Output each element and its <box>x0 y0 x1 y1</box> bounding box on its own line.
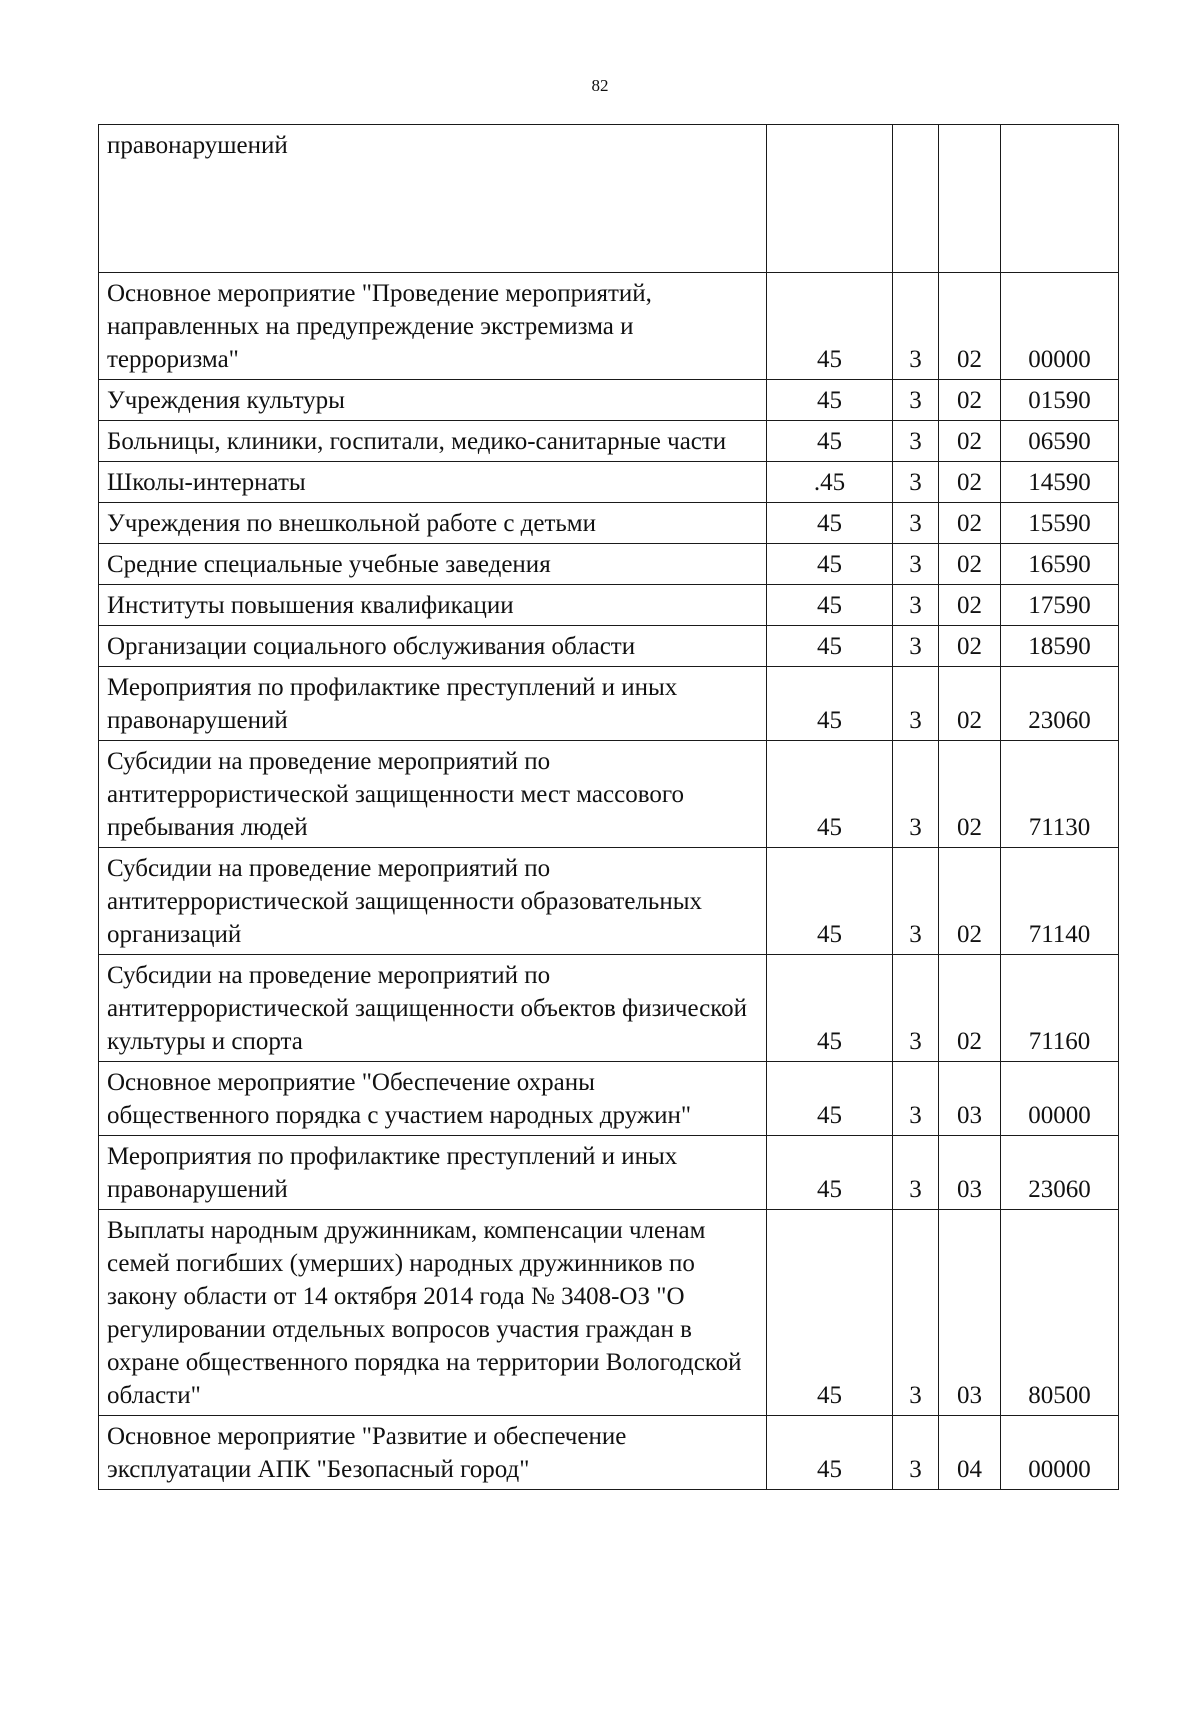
row-code-3: 02 <box>939 955 1001 1062</box>
table-row <box>99 462 1119 503</box>
row-code-3: 02 <box>939 421 1001 462</box>
row-code-4 <box>1001 125 1119 273</box>
row-code-4: 15590 <box>1001 503 1119 544</box>
row-code-1: 45 <box>767 1210 893 1416</box>
row-code-2: 3 <box>893 667 939 741</box>
page-number: 82 <box>591 76 609 95</box>
table-row <box>99 667 1119 741</box>
row-code-3: 03 <box>939 1136 1001 1210</box>
row-code-1: 45 <box>767 380 893 421</box>
row-code-1: 45 <box>767 421 893 462</box>
row-code-3 <box>939 125 1001 273</box>
row-name: Выплаты народным дружинникам, компенсации членам семей погибших (умерших) народных дружинников по закону области от 14 октября 2014 года № 3408-ОЗ "О регулировании отдельных вопросов участия граждан в охране общественного порядка на территории Вологодской области" <box>99 1210 767 1416</box>
row-code-2: 3 <box>893 421 939 462</box>
table-row <box>99 503 1119 544</box>
row-code-1: 45 <box>767 626 893 667</box>
row-code-1: 45 <box>767 848 893 955</box>
row-code-2: 3 <box>893 848 939 955</box>
table-row <box>99 848 1119 955</box>
row-code-4: 17590 <box>1001 585 1119 626</box>
row-code-2: 3 <box>893 462 939 503</box>
table-row <box>99 1416 1119 1490</box>
row-code-2: 3 <box>893 1416 939 1490</box>
row-code-3: 02 <box>939 741 1001 848</box>
row-name: Субсидии на проведение мероприятий по антитеррористической защищенности объектов физической культуры и спорта <box>99 955 767 1062</box>
row-code-4: 80500 <box>1001 1210 1119 1416</box>
table-row <box>99 585 1119 626</box>
row-code-4: 00000 <box>1001 273 1119 380</box>
row-name: Средние специальные учебные заведения <box>99 544 767 585</box>
row-name: Мероприятия по профилактике преступлений и иных правонарушений <box>99 667 767 741</box>
table-row <box>99 421 1119 462</box>
row-name: Основное мероприятие "Проведение мероприятий, направленных на предупреждение экстремизма и терроризма" <box>99 273 767 380</box>
table-row <box>99 273 1119 380</box>
row-code-3: 02 <box>939 503 1001 544</box>
table-row <box>99 125 1119 273</box>
row-code-2: 3 <box>893 955 939 1062</box>
row-code-4: 00000 <box>1001 1062 1119 1136</box>
row-name: Основное мероприятие "Обеспечение охраны общественного порядка с участием народных дружин" <box>99 1062 767 1136</box>
row-code-2 <box>893 125 939 273</box>
row-code-1: 45 <box>767 1136 893 1210</box>
row-code-3: 02 <box>939 626 1001 667</box>
row-code-1: .45 <box>767 462 893 503</box>
row-code-4: 71130 <box>1001 741 1119 848</box>
row-code-2: 3 <box>893 741 939 848</box>
row-code-4: 00000 <box>1001 1416 1119 1490</box>
row-code-4: 23060 <box>1001 1136 1119 1210</box>
row-code-4: 71140 <box>1001 848 1119 955</box>
row-code-1: 45 <box>767 1062 893 1136</box>
table-row <box>99 1062 1119 1136</box>
row-code-4: 01590 <box>1001 380 1119 421</box>
row-code-1 <box>767 125 893 273</box>
table-row <box>99 1136 1119 1210</box>
row-code-3: 02 <box>939 667 1001 741</box>
row-code-3: 02 <box>939 462 1001 503</box>
row-code-3: 03 <box>939 1062 1001 1136</box>
row-code-3: 02 <box>939 585 1001 626</box>
row-code-3: 03 <box>939 1210 1001 1416</box>
row-code-4: 14590 <box>1001 462 1119 503</box>
row-code-3: 02 <box>939 380 1001 421</box>
row-code-4: 23060 <box>1001 667 1119 741</box>
row-code-4: 18590 <box>1001 626 1119 667</box>
row-code-4: 71160 <box>1001 955 1119 1062</box>
row-name: Субсидии на проведение мероприятий по антитеррористической защищенности образовательных организаций <box>99 848 767 955</box>
row-code-3: 02 <box>939 848 1001 955</box>
row-code-2: 3 <box>893 1136 939 1210</box>
row-name: Основное мероприятие "Развитие и обеспечение эксплуатации АПК "Безопасный город" <box>99 1416 767 1490</box>
row-code-4: 06590 <box>1001 421 1119 462</box>
row-name: Мероприятия по профилактике преступлений и иных правонарушений <box>99 1136 767 1210</box>
row-code-1: 45 <box>767 667 893 741</box>
table-row <box>99 380 1119 421</box>
row-code-3: 04 <box>939 1416 1001 1490</box>
row-code-2: 3 <box>893 1062 939 1136</box>
row-name: Больницы, клиники, госпитали, медико-санитарные части <box>99 421 767 462</box>
row-name: Институты повышения квалификации <box>99 585 767 626</box>
row-code-1: 45 <box>767 1416 893 1490</box>
row-name: Учреждения культуры <box>99 380 767 421</box>
row-code-3: 02 <box>939 273 1001 380</box>
row-code-1: 45 <box>767 741 893 848</box>
table-row <box>99 626 1119 667</box>
row-code-2: 3 <box>893 1210 939 1416</box>
row-code-4: 16590 <box>1001 544 1119 585</box>
table-row <box>99 544 1119 585</box>
row-code-1: 45 <box>767 503 893 544</box>
row-code-2: 3 <box>893 273 939 380</box>
budget-table <box>98 124 1119 1490</box>
row-name: Субсидии на проведение мероприятий по антитеррористической защищенности мест массового пребывания людей <box>99 741 767 848</box>
row-name: Учреждения по внешкольной работе с детьми <box>99 503 767 544</box>
row-code-2: 3 <box>893 380 939 421</box>
row-code-2: 3 <box>893 503 939 544</box>
row-code-1: 45 <box>767 955 893 1062</box>
row-code-3: 02 <box>939 544 1001 585</box>
table-row <box>99 1210 1119 1416</box>
row-code-2: 3 <box>893 626 939 667</box>
row-code-2: 3 <box>893 585 939 626</box>
row-code-1: 45 <box>767 273 893 380</box>
row-code-1: 45 <box>767 544 893 585</box>
row-name: Организации социального обслуживания области <box>99 626 767 667</box>
row-code-1: 45 <box>767 585 893 626</box>
row-name: правонарушений <box>99 125 767 273</box>
row-name: Школы-интернаты <box>99 462 767 503</box>
table-row <box>99 741 1119 848</box>
table-row <box>99 955 1119 1062</box>
row-code-2: 3 <box>893 544 939 585</box>
